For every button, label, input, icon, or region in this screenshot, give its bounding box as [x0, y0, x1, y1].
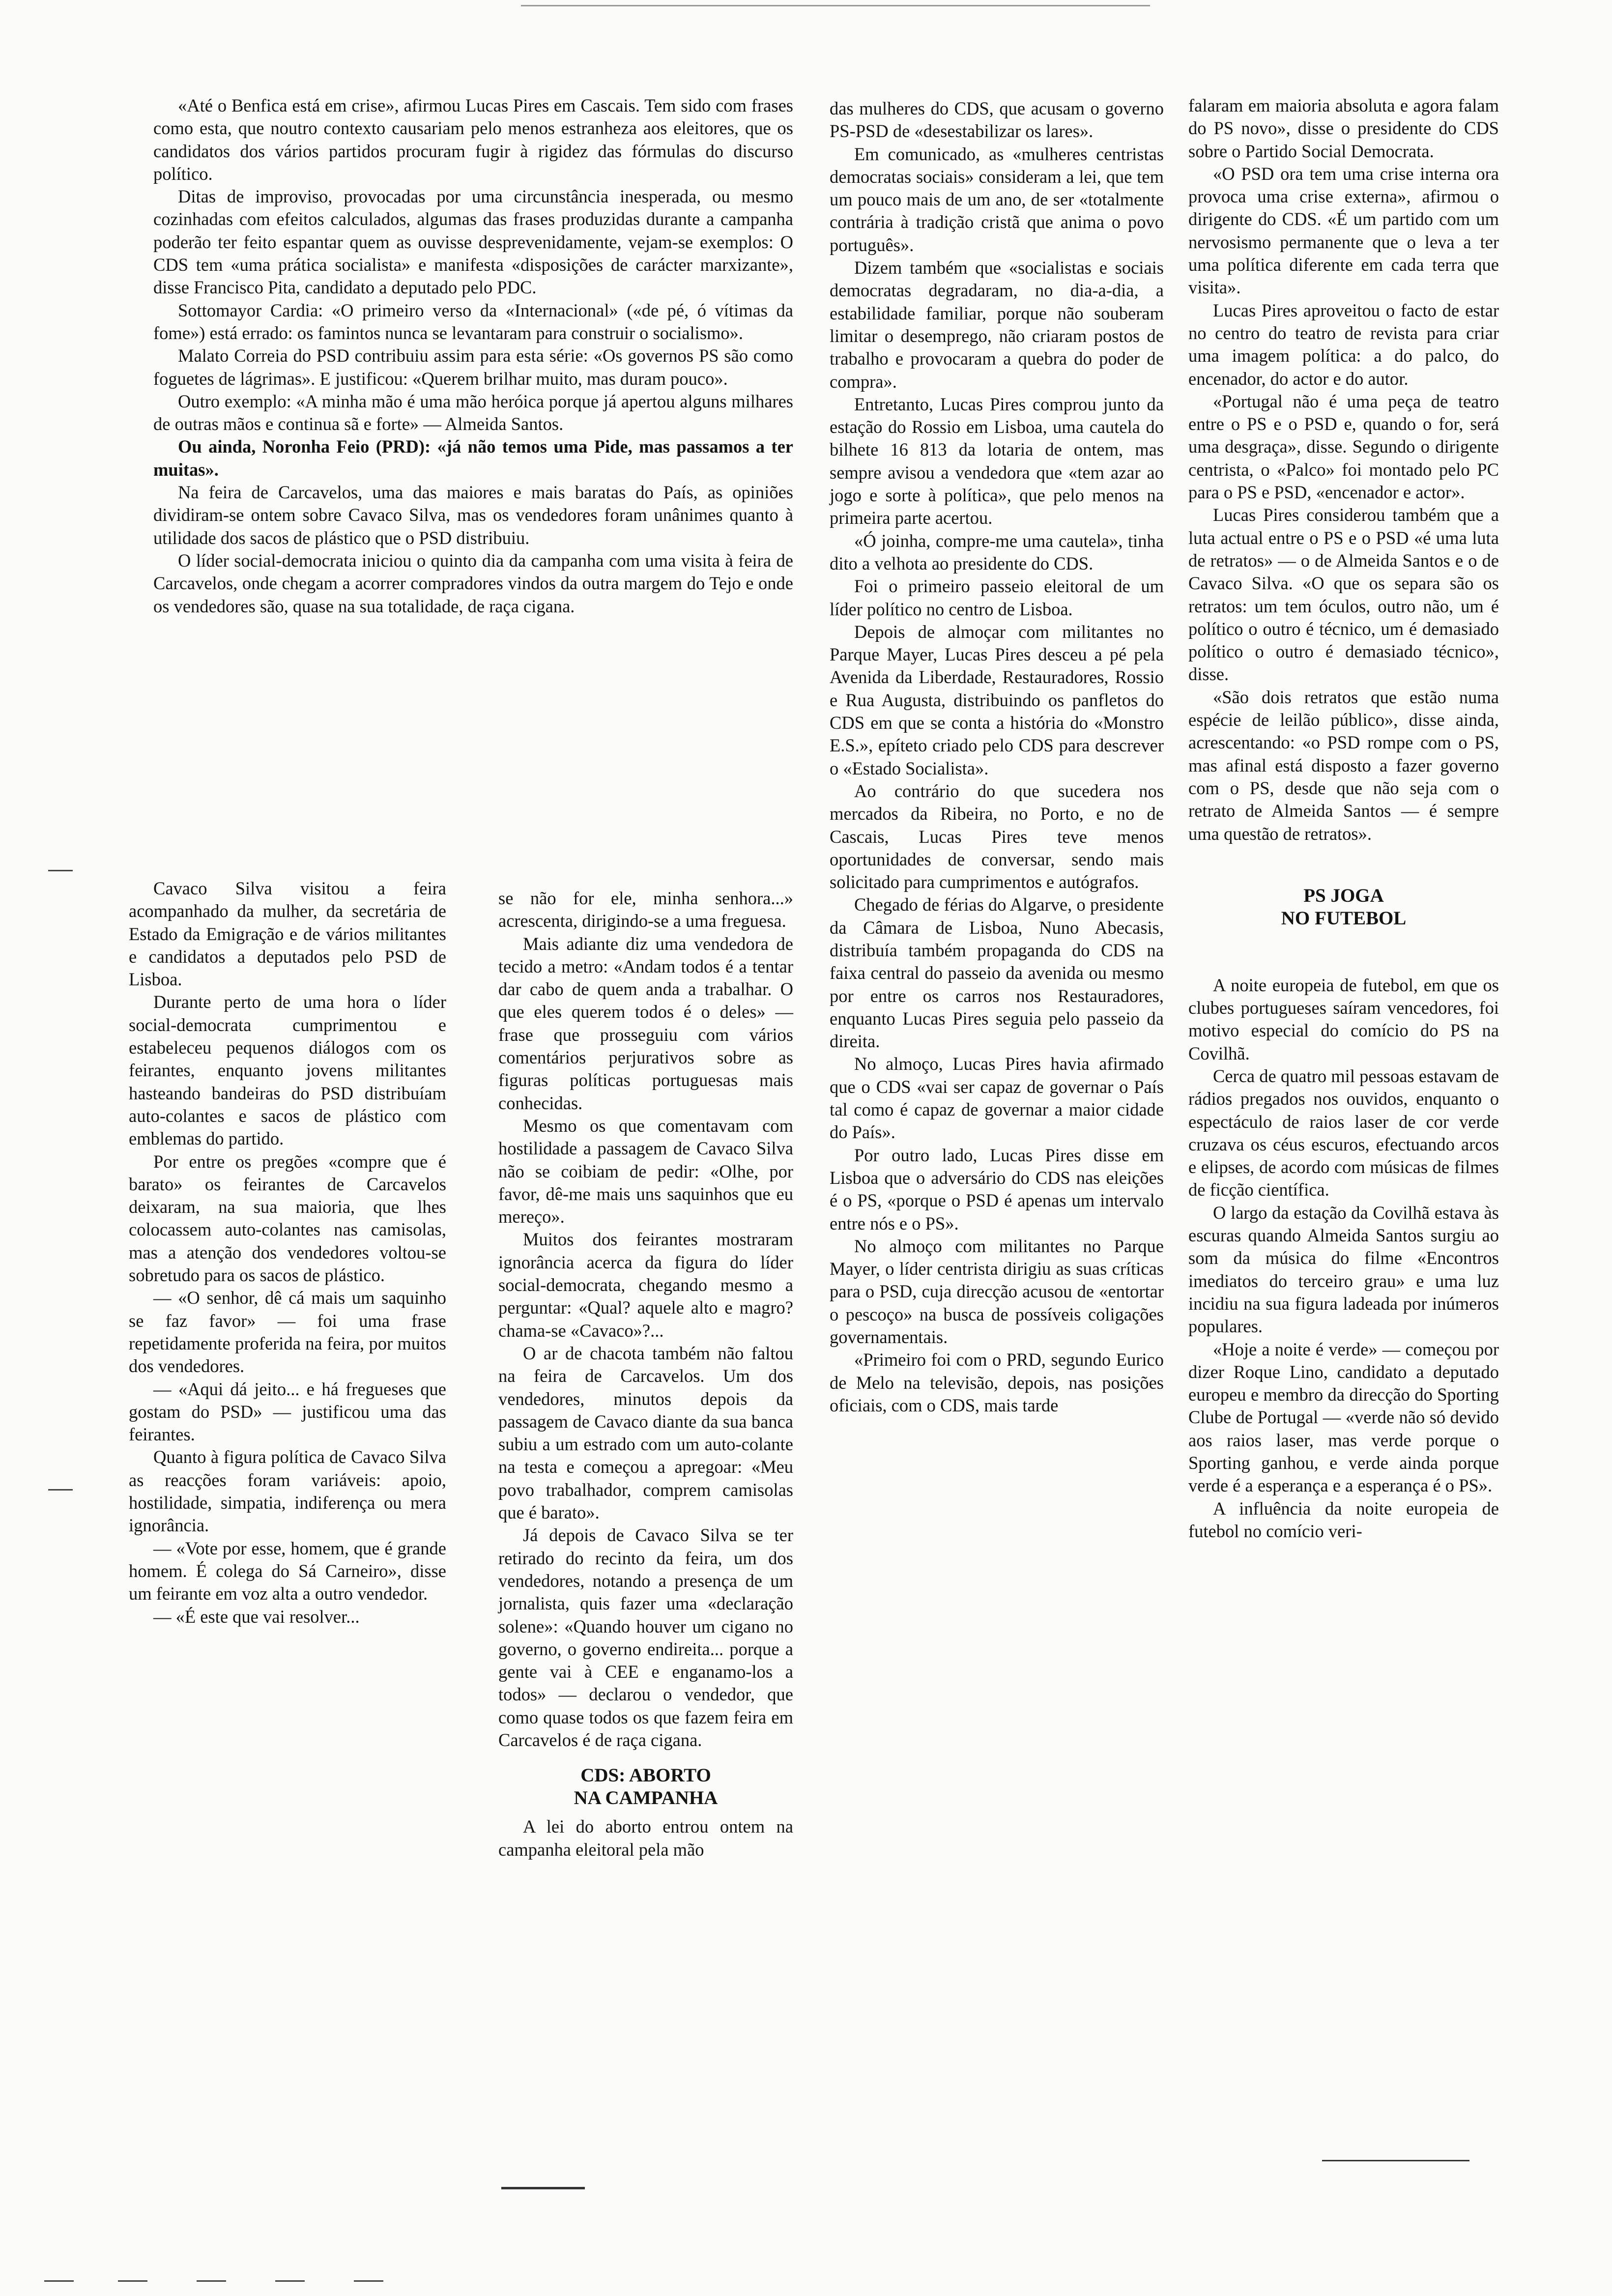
paragraph: Por outro lado, Lucas Pires disse em Lisboa que o adversário do CDS nas eleições é o PS, «porque o PSD é apenas um intervalo entre nós e o PS».: [830, 1145, 1164, 1234]
footer-dash: [118, 2280, 147, 2282]
column-1: [129, 877, 446, 1628]
subheading-cds-aborto: CDS: ABORTO: [580, 1765, 711, 1786]
footer-dash: [44, 2280, 74, 2282]
paragraph: Ditas de improviso, provocadas por uma circunstância inesperada, ou mesmo cozinhadas com efeitos calculados, algumas das frases produzidas durante a campanha poderão ter feito espantar quem as ouvisse desprevenidamente, vejam-se exemplos: O CDS tem «uma prática socialista» e manifesta «disposições de carácter marxizante», disse Francisco Pita, candidato a deputado pelo PDC.: [153, 186, 793, 298]
paragraph: Na feira de Carcavelos, uma das maiores e mais baratas do País, as opiniões dividiram-se ontem sobre Cavaco Silva, mas os vendedores foram unânimes quanto à utilidade dos sacos de plástico que o PSD distribuiu.: [153, 482, 793, 548]
column-3: [830, 97, 1164, 1417]
paragraph: Entretanto, Lucas Pires comprou junto da estação do Rossio em Lisboa, uma cautela do bilhete 16 813 da lotaria de ontem, mas sempre avisou a vendedora que «tem azar ao jogo e sorte à política», que pelo menos na primeira parte acertou.: [830, 394, 1164, 528]
paragraph: «São dois retratos que estão numa espécie de leilão público», disse ainda, acrescentando: «o PSD rompe com o PS, mas afinal está disposto a fazer governo com o PS, desde que não seja com o retrato de Almeida Santos — é sempre uma questão de retratos».: [1188, 687, 1499, 844]
paragraph: Muitos dos feirantes mostraram ignorância acerca da figura do líder social-democrata, chegando mesmo a perguntar: «Qual? aquele alto e magro? chama-se «Cavaco»?...: [498, 1229, 793, 1341]
paragraph: «Portugal não é uma peça de teatro entre o PS e o PSD e, quando o for, será uma desgraça», disse. Segundo o dirigente centrista, o «Palco» foi montado pelo PC para o PS e PSD, «encenador e actor».: [1188, 391, 1499, 503]
paragraph: «Hoje a noite é verde» — começou por dizer Roque Lino, candidato a deputado europeu e membro da direcção do Sporting Clube de Portugal — «verde não só devido aos raios laser, mas verde porque o Sporting ganhou, e verde ainda porque verde é a esperança e a esperança é o PS».: [1188, 1339, 1499, 1496]
paragraph: Malato Correia do PSD contribuiu assim para esta série: «Os governos PS são como foguetes de lágrimas». E justificou: «Querem brilhar muito, mas duram pouco».: [153, 345, 793, 389]
paragraph: Quanto à figura política de Cavaco Silva as reacções foram variáveis: apoio, hostilidade, simpatia, indiferença ou mera ignorância.: [129, 1447, 446, 1536]
subheading-ps-joga-line2: NO FUTEBOL: [1281, 907, 1407, 929]
paragraph: Em comunicado, as «mulheres centristas democratas sociais» consideram a lei, que tem um pouco mais de um ano, de ser «totalmente contrária à tradição cristã que anima o povo português».: [830, 144, 1164, 255]
paragraph: Cavaco Silva visitou a feira acompanhado da mulher, da secretária de Estado da Emigração e de vários militantes e candidatos a deputados pelo PSD de Lisboa.: [129, 878, 446, 990]
footer-dash: [197, 2280, 226, 2282]
paragraph: Depois de almoçar com militantes no Parque Mayer, Lucas Pires desceu a pé pela Avenida da Liberdade, Restauradores, Rossio e Rua Augusta, distribuindo os panfletos do CDS em que se conta a história do «Monstro E.S.», epíteto criado pelo CDS para descrever o «Estado Socialista».: [830, 621, 1164, 778]
paragraph: No almoço, Lucas Pires havia afirmado que o CDS «vai ser capaz de governar o País tal como é capaz de governar a maior cidade do País».: [830, 1054, 1164, 1143]
paragraph: A noite europeia de futebol, em que os clubes portugueses saíram vencedores, foi motivo especial do comício do PS na Covilhã.: [1188, 975, 1499, 1063]
paragraph: «O PSD ora tem uma crise interna ora provoca uma crise externa», afirmou o dirigente do CDS. «É um partido com um nervosismo permanente que o leva a ter uma política diferente em cada terra que visita».: [1188, 163, 1499, 298]
paragraph: — «Vote por esse, homem, que é grande homem. É colega do Sá Carneiro», disse um feirante em voz alta a outro vendedor.: [129, 1538, 446, 1604]
article-intro: [153, 94, 793, 618]
footer-dash: [354, 2280, 383, 2282]
paragraph: A lei do aborto entrou ontem na campanha eleitoral pela mão: [498, 1816, 793, 1860]
margin-mark: [48, 870, 73, 871]
footer-dash: [275, 2280, 305, 2282]
paragraph: «Primeiro foi com o PRD, segundo Eurico de Melo na televisão, depois, nas posições oficiais, com o CDS, mais tarde: [830, 1349, 1164, 1415]
paragraph: Mais adiante diz uma vendedora de tecido a metro: «Andam todos é a tentar dar cabo de quem anda a trabalhar. O que eles querem todos é o deles» — frase que prosseguiu com vários comentários perjurativos sobre as figuras políticas portuguesas mais conhecidas.: [498, 933, 793, 1113]
paragraph: Sottomayor Cardia: «O primeiro verso da «Internacional» («de pé, ó vítimas da fome») está errado: os famintos nunca se levantaram para construir o socialismo».: [153, 300, 793, 343]
margin-mark: [48, 1489, 73, 1491]
bottom-rule: [501, 2187, 585, 2189]
paragraph: Cerca de quatro mil pessoas estavam de rádios pregados nos ouvidos, enquanto o espectáculo de raios laser de cor verde cruzava os céus escuros, efectuando arcos e elipses, de acordo com músicas de filmes de ficção científica.: [1188, 1065, 1499, 1200]
paragraph: Chegado de férias do Algarve, o presidente da Câmara de Lisboa, Nuno Abecasis, distribuía também propaganda do CDS na faixa central do passeio da avenida ou mesmo por entre os carros nos Restauradores, enquanto Lucas Pires seguia pelo passeio da direita.: [830, 894, 1164, 1052]
paragraph: Foi o primeiro passeio eleitoral de um líder político no centro de Lisboa.: [830, 576, 1164, 619]
bottom-rule: [1322, 2160, 1469, 2161]
paragraph: «Até o Benfica está em crise», afirmou Lucas Pires em Cascais. Tem sido com frases como esta, que noutro contexto causariam pelo menos estranheza aos eleitores, que os candidatos dos vários partidos procuram fugir à rigidez das fórmulas do discurso político.: [153, 95, 793, 184]
subheading-ps-joga: PS JOGA: [1303, 885, 1384, 906]
paragraph: Lucas Pires aproveitou o facto de estar no centro do teatro de revista para criar uma imagem política: a do palco, do encenador, do actor e do autor.: [1188, 300, 1499, 389]
subheading-cds-aborto-line2: NA CAMPANHA: [574, 1787, 718, 1809]
paragraph: Por entre os pregões «compre que é barato» os feirantes de Carcavelos deixaram, na sua maioria, que lhes colocassem auto-colantes nas camisolas, mas a atenção dos vendedores voltou-se sobretudo para os sacos de plástico.: [129, 1151, 446, 1286]
paragraph: Ao contrário do que sucedera nos mercados da Ribeira, no Porto, e no de Cascais, Lucas Pires teve menos oportunidades de conversar, sendo mais solicitado para cumprimentos e autógrafos.: [830, 780, 1164, 892]
paragraph: falaram em maioria absoluta e agora falam do PS novo», disse o presidente do CDS sobre o Partido Social Democrata.: [1188, 95, 1499, 161]
paragraph: Ou ainda, Noronha Feio (PRD): «já não temos uma Pide, mas passamos a ter muitas».: [153, 436, 793, 480]
paragraph: se não for ele, minha senhora...» acrescenta, dirigindo-se a uma freguesa.: [498, 888, 793, 931]
paragraph: das mulheres do CDS, que acusam o governo PS-PSD de «desestabilizar os lares».: [830, 98, 1164, 142]
paragraph: «Ó joinha, compre-me uma cautela», tinha dito a velhota ao presidente do CDS.: [830, 530, 1164, 574]
paragraph: Outro exemplo: «A minha mão é uma mão heróica porque já apertou alguns milhares de outras mãos e continua sã e forte» — Almeida Santos.: [153, 391, 793, 434]
paragraph: — «O senhor, dê cá mais um saquinho se faz favor» — foi uma frase repetidamente proferida na feira, por muitos dos vendedores.: [129, 1288, 446, 1377]
paragraph: Durante perto de uma hora o líder social-democrata cumprimentou e estabeleceu pequenos diálogos com os feirantes, enquanto jovens militantes hasteando bandeiras do PSD distribuíam auto-colantes e sacos de plástico com emblemas do partido.: [129, 992, 446, 1149]
paragraph: Mesmo os que comentavam com hostilidade a passagem de Cavaco Silva não se coibiam de pedir: «Olhe, por favor, dê-me mais uns saquinhos que eu mereço».: [498, 1115, 793, 1227]
top-rule: [521, 5, 1150, 6]
paragraph: A influência da noite europeia de futebol no comício veri-: [1188, 1498, 1499, 1541]
paragraph: — «É este que vai resolver...: [153, 1606, 360, 1627]
paragraph: O largo da estação da Covilhã estava às escuras quando Almeida Santos surgiu ao som da música do filme «Encontros imediatos do terceiro grau» e uma luz incidiu na sua figura ladeada por inúmeros populares.: [1188, 1202, 1499, 1337]
column-4: [1188, 94, 1499, 1543]
paragraph: — «Aqui dá jeito... e há fregueses que gostam do PSD» — justificou uma das feirantes.: [129, 1378, 446, 1445]
paragraph: No almoço com militantes no Parque Mayer, o líder centrista dirigiu as suas críticas para o PSD, cuja direcção acusou de «entortar o pescoço» na busca de possíveis coligações governamentais.: [830, 1235, 1164, 1348]
paragraph: O líder social-democrata iniciou o quinto dia da campanha com uma visita à feira de Carcavelos, onde chegam a acorrer compradores vindos da outra margem do Tejo e onde os vendedores são, quase na sua totalidade, de raça cigana.: [153, 550, 793, 616]
paragraph: Dizem também que «socialistas e sociais democratas degradaram, no dia-a-dia, a estabilidade familiar, porque não souberam limitar o desemprego, não criaram postos de trabalho e provocaram a quebra do poder de compra».: [830, 258, 1164, 392]
paragraph: O ar de chacota também não faltou na feira de Carcavelos. Um dos vendedores, minutos depois da passagem de Cavaco diante da sua banca subiu a um estrado com um auto-colante na testa e começou a apregoar: «Meu povo trabalhador, comprem camisolas que é barato».: [498, 1343, 793, 1523]
paragraph: Já depois de Cavaco Silva se ter retirado do recinto da feira, um dos vendedores, notando a presença de um jornalista, quis fazer uma «declaração solene»: «Quando houver um cigano no governo, o governo endireita... porque a gente vai à CEE e enganamo-los a todos» — declarou o vendedor, que como quase todos os que fazem feira em Carcavelos é de raça cigana.: [498, 1525, 793, 1750]
paragraph: Lucas Pires considerou também que a luta actual entre o PS e o PSD «é uma luta de retratos» — o de Almeida Santos e o de Cavaco Silva. «O que os separa são os retratos: um tem óculos, outro não, um é político o outro é técnico, um é demasiado político o outro é demasiado técnico», disse.: [1188, 505, 1499, 685]
column-2: [498, 887, 793, 1861]
